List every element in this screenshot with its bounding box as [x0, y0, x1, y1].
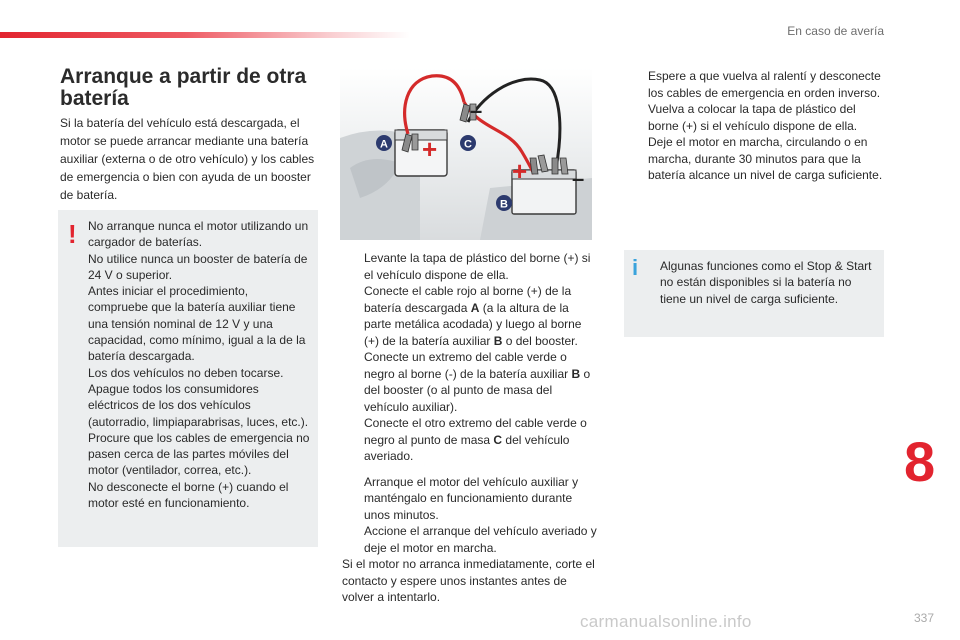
chapter-title: En caso de avería	[787, 24, 884, 38]
warning-line: No arranque nunca el motor utilizando un cargador de baterías.	[88, 219, 309, 250]
step-label-b: B	[493, 333, 503, 348]
section-intro: Si la batería del vehículo está descargada, el motor se puede arrancar mediante una batería auxiliar (externa o de otro vehículo) y los cables de emergencia o bien con ayuda de un booster de batería.	[60, 116, 315, 202]
step-text: Conecte un extremo del cable verde o negro al borne (-) de la batería auxiliar	[364, 350, 572, 381]
warning-icon: !	[68, 219, 77, 249]
step-item	[342, 415, 598, 465]
warning-line: Antes iniciar el procedimiento, compruebe que la batería auxiliar tiene una tensión nominal de 12 V y una capacidad, como mínimo, igual a la de la batería descargada.	[88, 284, 306, 364]
warning-line: Procure que los cables de emergencia no pasen cerca de las partes móviles del motor (ventilador, correa, etc.).	[88, 430, 310, 478]
plus-sign-a: +	[422, 134, 438, 164]
step-text: Arranque el motor del vehículo auxiliar y manténgalo en funcionamiento durante unos minutos.	[364, 474, 579, 522]
minus-sign-b: –	[572, 166, 585, 191]
step-text: Levante la tapa de plástico del borne (+) si el vehículo dispone de ella.	[364, 251, 591, 282]
watermark: carmanualsonline.info	[580, 612, 752, 631]
step-item	[626, 134, 884, 184]
step-item	[626, 68, 884, 101]
jump-start-illustration	[340, 68, 592, 240]
page-number: 337	[914, 611, 935, 625]
info-box	[624, 250, 884, 337]
step-item	[342, 250, 598, 283]
label-a: A	[380, 138, 388, 151]
warning-box	[58, 210, 318, 547]
warning-line: Apague todos los consumidores eléctricos de los dos vehículos (autorradio, limpiaparabrisas, luces, etc.).	[88, 381, 309, 429]
step-text: Vuelva a colocar la tapa de plástico del borne (+) si el vehículo dispone de ella.	[648, 102, 858, 133]
header-accent-bar	[0, 32, 410, 38]
step-item	[342, 474, 598, 524]
warning-line: No desconecte el borne (+) cuando el motor esté en funcionamiento.	[88, 479, 289, 511]
right-steps-list	[626, 68, 884, 184]
warning-line: Los dos vehículos no deben tocarse.	[88, 365, 284, 380]
step-label-b: B	[571, 366, 581, 381]
section-title: Arranque a partir de otra batería	[60, 65, 307, 110]
info-text: Algunas funciones como el Stop & Start no están disponibles si la batería no tiene un nivel de carga suficiente.	[660, 259, 872, 306]
label-c: C	[464, 138, 472, 151]
step-item	[342, 283, 598, 349]
step-text: Espere a que vuelva al ralentí y desconecte los cables de emergencia en orden inverso.	[648, 69, 881, 100]
step-text: Accione el arranque del vehículo averiado y deje el motor en marcha.	[364, 524, 597, 555]
warning-line: No utilice nunca un booster de batería de 24 V o superior.	[88, 251, 308, 282]
step-text: Deje el motor en marcha, circulando o en marcha, durante 30 minutos para que la batería alcance un nivel de carga suficiente.	[648, 135, 883, 182]
step-text: o del booster (o al punto de masa del vehículo auxiliar).	[364, 366, 591, 414]
plus-sign-b: +	[512, 156, 528, 186]
step-label-a: A	[470, 300, 480, 315]
step-label-c: C	[493, 432, 503, 447]
step-item	[342, 523, 598, 556]
minus-sign-c: –	[470, 98, 483, 123]
step-text: Conecte el otro extremo del cable verde o negro al punto de masa	[364, 416, 587, 447]
step-item	[342, 349, 598, 415]
chapter-number: 8	[904, 430, 936, 493]
step-note: Si el motor no arranca inmediatamente, corte el contacto y espere unos instantes antes de volver a intentarlo.	[342, 557, 595, 604]
label-b: B	[500, 198, 508, 211]
step-text: o del booster.	[502, 333, 578, 348]
step-text: del vehículo averiado.	[364, 432, 570, 463]
step-text: (a la altura de la parte metálica acodada) y luego al borne (+) de la batería auxiliar	[364, 300, 582, 348]
info-icon: i	[632, 255, 639, 280]
battery-a	[395, 130, 447, 176]
steps-list	[342, 250, 598, 606]
step-gap	[342, 465, 598, 474]
step-text: Conecte el cable rojo al borne (+) de la batería descargada	[364, 284, 572, 315]
warning-text	[88, 218, 310, 511]
step-item	[626, 101, 884, 134]
